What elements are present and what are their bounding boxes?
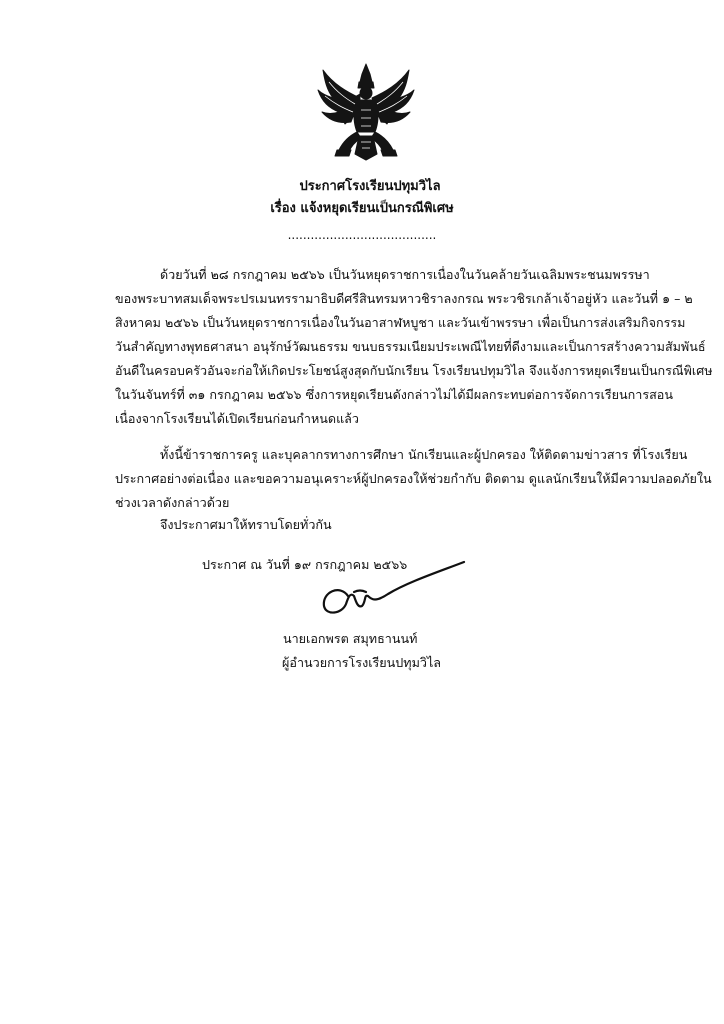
title-separator: ....................................... bbox=[287, 228, 437, 242]
signatory-name: นายเอกพรต สมุทธานนท์ bbox=[283, 631, 418, 646]
announcement-subject: เรื่อง แจ้งหยุดเรียนเป็นกรณีพิเศษ bbox=[270, 201, 454, 216]
signatory-position: ผู้อำนวยการโรงเรียนปทุมวิไล bbox=[282, 655, 441, 670]
announcement-date: ประกาศ ณ วันที่ ๑๙ กรกฎาคม ๒๕๖๖ bbox=[202, 557, 408, 572]
paragraph-1-line-2: ของพระบาทสมเด็จพระปรเมนทรรามาธิบดีศรีสินทรมหาวชิราลงกรณ พระวชิรเกล้าเจ้าอยู่หัว และวันที่ ๑ – ๒ bbox=[115, 291, 693, 306]
paragraph-1-line-6: ในวันจันทร์ที่ ๓๑ กรกฎาคม ๒๕๖๖ ซึ่งการหยุดเรียนดังกล่าวไม่ได้มีผลกระทบต่อการจัดการเรียนการสอน bbox=[115, 387, 673, 402]
paragraph-2-line-1: ทั้งนี้ข้าราชการครู และบุคลากรทางการศึกษา นักเรียนและผู้ปกครอง ให้ติดตามข่าวสาร ที่โรงเรียน bbox=[160, 447, 688, 462]
paragraph-2-line-3: ช่วงเวลาดังกล่าวด้วย bbox=[115, 495, 230, 510]
garuda-emblem-icon bbox=[315, 62, 417, 162]
paragraph-2-line-2: ประกาศอย่างต่อเนื่อง และขอความอนุเคราะห์ผู้ปกครองให้ช่วยกำกับ ติดตาม ดูแลนักเรียนให้มีความปลอดภัยใน bbox=[115, 471, 712, 486]
paragraph-1-line-1: ด้วยวันที่ ๒๘ กรกฎาคม ๒๕๖๖ เป็นวันหยุดราชการเนื่องในวันคล้ายวันเฉลิมพระชนมพรรษา bbox=[160, 267, 650, 282]
closing-statement: จึงประกาศมาให้ทราบโดยทั่วกัน bbox=[160, 517, 332, 532]
paragraph-1-line-7: เนื่องจากโรงเรียนได้เปิดเรียนก่อนกำหนดแล้ว bbox=[115, 411, 359, 426]
paragraph-1-line-3: สิงหาคม ๒๕๖๖ เป็นวันหยุดราชการเนื่องในวันอาสาฬหบูชา และวันเข้าพรรษา เพื่อเป็นการส่งเสริมกิจกรรม bbox=[115, 315, 686, 330]
signature-image bbox=[318, 556, 468, 620]
paragraph-1-line-4: วันสำคัญทางพุทธศาสนา อนุรักษ์วัฒนธรรม ขนบธรรมเนียมประเพณีไทยที่ดีงามและเป็นการสร้างความสัมพันธ์ bbox=[115, 339, 706, 354]
announcement-heading: ประกาศโรงเรียนปทุมวิไล bbox=[299, 179, 441, 194]
paragraph-1-line-5: อันดีในครอบครัวอันจะก่อให้เกิดประโยชน์สูงสุดกับนักเรียน โรงเรียนปทุมวิไล จึงแจ้งการหยุดเรียนเป็นกรณีพิเศษ bbox=[115, 363, 713, 378]
